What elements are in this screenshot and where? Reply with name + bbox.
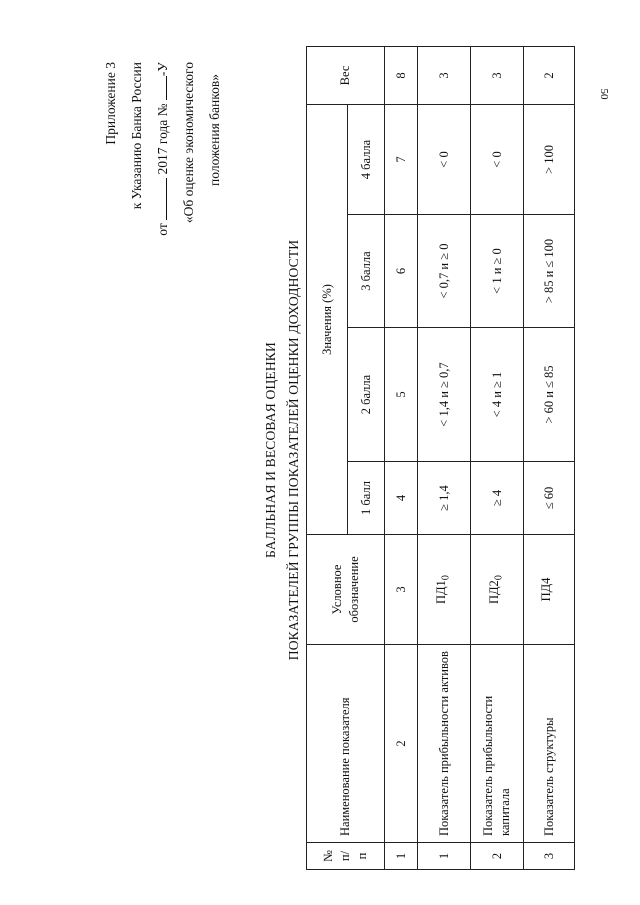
document-page: [6, 0, 606, 900]
row-score-3: < 0,7 и ≥ 0: [418, 215, 471, 328]
row-score-4: < 0: [418, 104, 471, 214]
row-weight: 3: [418, 46, 471, 104]
column-number: 1: [385, 843, 418, 870]
row-name: Показатель структуры: [524, 645, 575, 843]
table-row: [471, 46, 524, 869]
row-symbol: [418, 535, 471, 645]
symbol-subscript: 0: [440, 575, 452, 581]
column-number: 3: [385, 535, 418, 645]
decree-subject: «Об оценке экономического: [181, 62, 196, 224]
column-number: 5: [385, 328, 418, 462]
document-title: БАЛЛЬНАЯ И ВЕСОВАЯ ОЦЕНКИ: [263, 342, 278, 558]
column-number: 4: [385, 462, 418, 535]
row-score-1: ≥ 4: [471, 462, 524, 535]
column-number: 6: [385, 215, 418, 328]
row-num: 1: [418, 843, 471, 870]
table-row: [418, 46, 471, 869]
column-number-row: [385, 46, 418, 869]
row-score-2: > 60 и ≤ 85: [524, 328, 575, 462]
row-score-2: < 4 и ≥ 1: [471, 328, 524, 462]
page-number: 50: [598, 88, 610, 100]
header-score-2: 2 балла: [348, 328, 385, 462]
row-num: 3: [524, 843, 575, 870]
symbol-base: ПД2: [487, 580, 502, 605]
decree-date-line: [150, 62, 176, 900]
header-num: № п/п: [307, 843, 385, 870]
row-name: Показатель прибыльности активов: [418, 645, 471, 843]
appendix-header: [98, 62, 228, 900]
symbol-base: ПД1: [434, 580, 449, 605]
row-weight: 2: [524, 46, 575, 104]
column-number: 7: [385, 104, 418, 214]
row-score-3: < 1 и ≥ 0: [471, 215, 524, 328]
document-subtitle: ПОКАЗАТЕЛЕЙ ГРУППЫ ПОКАЗАТЕЛЕЙ ОЦЕНКИ ДОХОДНОСТИ: [286, 239, 301, 661]
row-weight: 3: [471, 46, 524, 104]
indicators-table: [306, 46, 575, 870]
row-name: Показатель прибыльности капитала: [471, 645, 524, 843]
decree-reference: к Указанию Банка России: [129, 62, 144, 210]
number-suffix: -У: [155, 62, 170, 77]
symbol-subscript: 0: [493, 575, 505, 581]
header-weight: Вес: [307, 46, 385, 104]
row-score-3: > 85 и ≤ 100: [524, 215, 575, 328]
row-score-4: > 100: [524, 104, 575, 214]
column-number: 8: [385, 46, 418, 104]
row-score-1: ≤ 60: [524, 462, 575, 535]
table-row: [524, 46, 575, 869]
appendix-label: Приложение 3: [103, 62, 118, 145]
header-values: Значения (%): [307, 104, 348, 534]
row-score-2: < 1,4 и ≥ 0,7: [418, 328, 471, 462]
row-score-1: ≥ 1,4: [418, 462, 471, 535]
header-name: Наименование показателя: [307, 645, 385, 843]
date-prefix: от: [155, 223, 170, 236]
symbol-base: ПД4: [539, 577, 554, 602]
row-score-4: < 0: [471, 104, 524, 214]
table-header-row: [307, 46, 348, 869]
date-year: 2017 года №: [155, 103, 170, 175]
header-score-3: 3 балла: [348, 215, 385, 328]
header-score-4: 4 балла: [348, 104, 385, 214]
row-symbol: [524, 535, 575, 645]
decree-subject-cont: положения банков»: [207, 74, 222, 186]
column-number: 2: [385, 645, 418, 843]
row-num: 2: [471, 843, 524, 870]
header-symbol: Условное обозначение: [307, 535, 385, 645]
header-score-1: 1 балл: [348, 462, 385, 535]
number-blank: [154, 76, 167, 100]
date-blank: [154, 178, 167, 220]
row-symbol: [471, 535, 524, 645]
